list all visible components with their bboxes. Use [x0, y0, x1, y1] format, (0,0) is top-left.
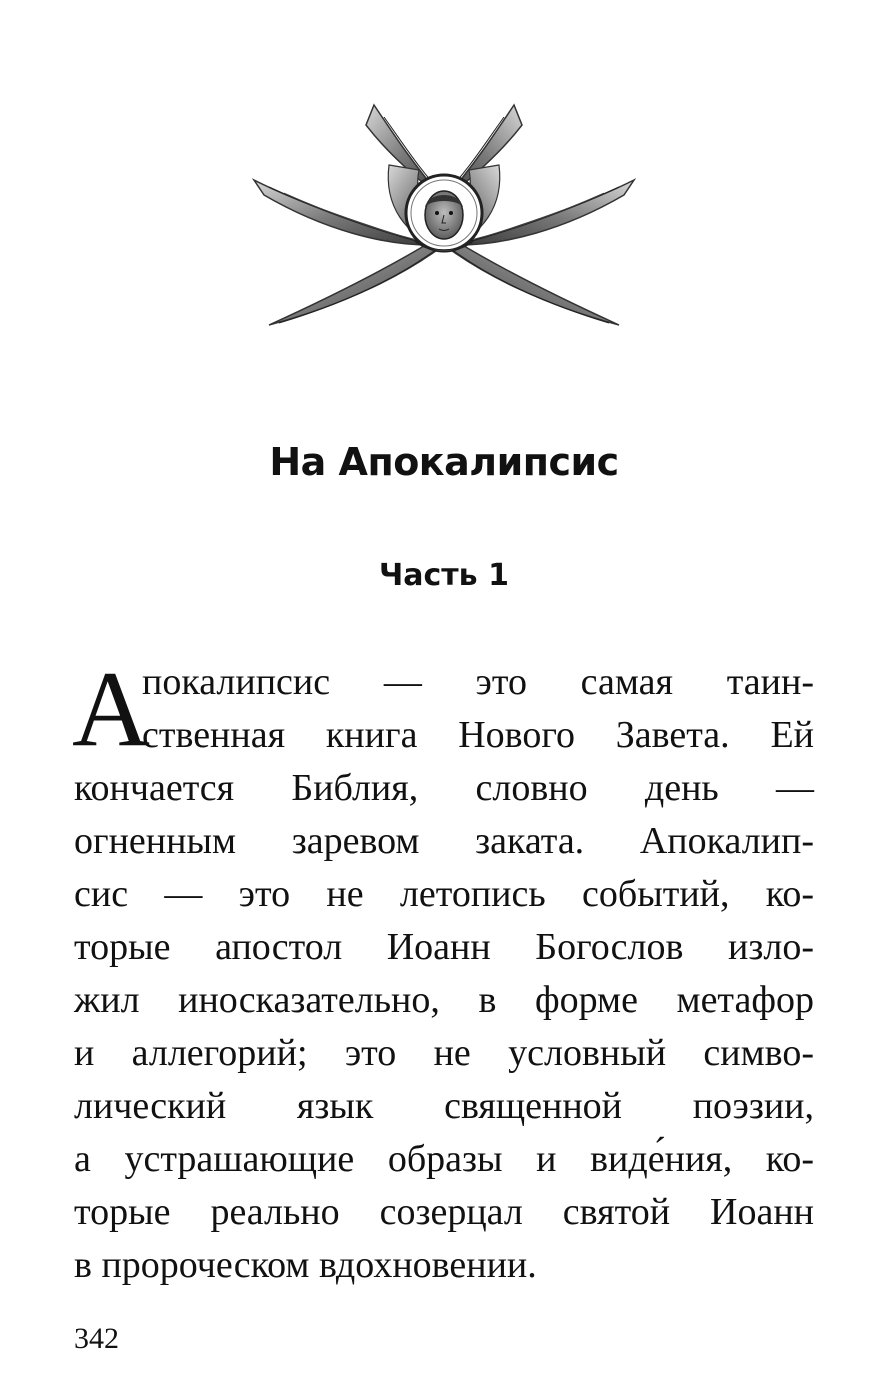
text-line: торые реально созерцал святой Иоанн — [74, 1191, 814, 1233]
text-line: покалипсис — это самая таин- — [142, 661, 814, 703]
seraph-icon — [244, 95, 644, 340]
text-line: ственная книга Нового Завета. Ей — [142, 714, 814, 756]
text-line: сис — это не летопись событий, ко- — [74, 873, 814, 915]
chapter-title: На Апокалипсис — [269, 440, 619, 484]
text-line: в пророческом вдохновении. — [74, 1244, 537, 1286]
part-title: Часть 1 — [379, 558, 509, 593]
text-line: кончается Библия, словно день — — [74, 767, 814, 809]
text-line: торые апостол Иоанн Богослов изло- — [74, 926, 814, 968]
text-line: жил иносказательно, в форме метафор — [74, 979, 814, 1021]
text-line: лический язык священной поэзии, — [74, 1085, 814, 1127]
drop-cap: А — [72, 650, 150, 769]
text-line: и аллегорий; это не условный симво- — [74, 1032, 814, 1074]
text-line: а устрашающие образы и виде́ния, ко- — [74, 1138, 814, 1180]
page-number: 342 — [74, 1322, 119, 1355]
body-paragraph — [72, 650, 814, 1316]
text-line: огненным заревом заката. Апокалип- — [74, 820, 814, 862]
